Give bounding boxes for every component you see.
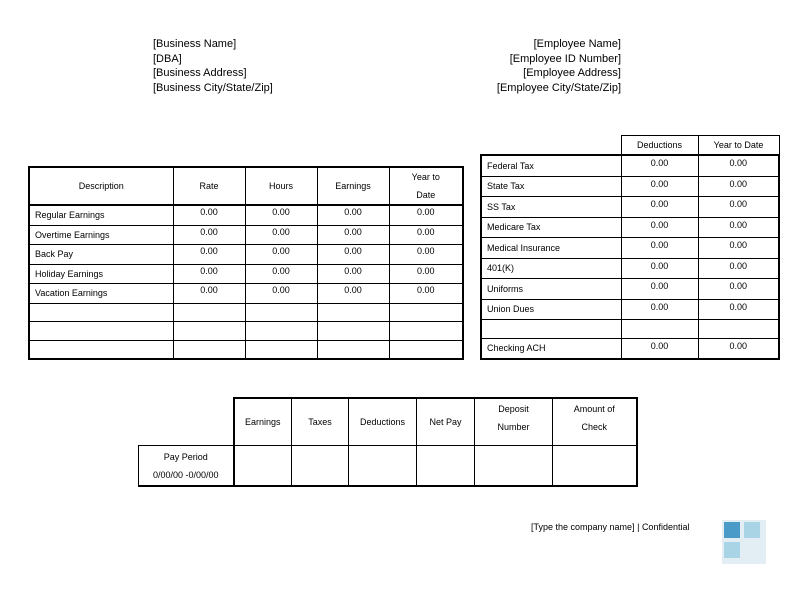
earning-description: Regular Earnings	[29, 205, 173, 225]
footer-separator: |	[637, 522, 640, 532]
earning-amount: 0.00	[317, 245, 389, 265]
deduction-ytd: 0.00	[698, 279, 779, 300]
empty-row	[29, 303, 463, 322]
deduction-label: State Tax	[481, 176, 621, 197]
table-row	[481, 258, 779, 279]
earnings-header-row	[29, 167, 463, 205]
earning-description: Vacation Earnings	[29, 284, 173, 304]
col-deductions: Deductions	[349, 398, 417, 446]
pay-period	[139, 446, 234, 487]
footer-company: [Type the company name]	[531, 522, 635, 532]
earning-description: Back Pay	[29, 245, 173, 265]
company-logo-icon	[722, 520, 766, 564]
employee-city-state-zip: [Employee City/State/Zip]	[496, 81, 621, 94]
employee-address: [Employee Address]	[523, 67, 621, 79]
footer	[531, 522, 689, 532]
business-dba: [DBA]	[153, 52, 182, 65]
table-row	[29, 225, 463, 245]
deduction-label: Medicare Tax	[481, 217, 621, 238]
deduction-amount: 0.00	[621, 217, 698, 238]
table-row	[29, 284, 463, 304]
col-description: Description	[29, 167, 173, 205]
earning-rate: 0.00	[173, 205, 245, 225]
deduction-ytd: 0.00	[698, 217, 779, 238]
earning-rate: 0.00	[173, 225, 245, 245]
table-row	[29, 264, 463, 284]
table-row	[481, 279, 779, 300]
deduction-ytd: 0.00	[698, 197, 779, 218]
logo-square	[744, 522, 760, 538]
earning-hours: 0.00	[245, 284, 317, 304]
earning-hours: 0.00	[245, 245, 317, 265]
col-year-to-date: Year to Date	[389, 167, 463, 205]
table-row	[29, 205, 463, 225]
summary-deductions-cell	[349, 446, 417, 487]
deduction-amount: 0.00	[621, 258, 698, 279]
deduction-label: 401(K)	[481, 258, 621, 279]
summary-deposit-cell	[475, 446, 553, 487]
earning-hours: 0.00	[245, 205, 317, 225]
business-address: [Business Address]	[153, 67, 247, 79]
summary-taxes-cell	[292, 446, 349, 487]
earning-hours: 0.00	[245, 225, 317, 245]
logo-square	[724, 522, 740, 538]
table-row	[481, 155, 779, 176]
earning-rate: 0.00	[173, 245, 245, 265]
table-row	[481, 217, 779, 238]
earning-amount: 0.00	[317, 264, 389, 284]
summary-header-row	[139, 398, 637, 446]
pay-period-label: Pay Period	[163, 451, 208, 462]
table-row	[481, 238, 779, 259]
deduction-ytd: 0.00	[698, 155, 779, 176]
earning-rate: 0.00	[173, 284, 245, 304]
deductions-table	[480, 135, 780, 360]
earning-amount: 0.00	[317, 205, 389, 225]
earning-description: Holiday Earnings	[29, 264, 173, 284]
deduction-ytd: 0.00	[698, 299, 779, 320]
earning-ytd: 0.00	[389, 264, 463, 284]
col-earnings: Earnings	[317, 167, 389, 205]
business-info	[153, 37, 273, 95]
earning-amount: 0.00	[317, 284, 389, 304]
deduction-ytd: 0.00	[698, 258, 779, 279]
employee-id-number: [Employee ID Number]	[509, 52, 621, 65]
col-earnings: Earnings	[234, 398, 292, 446]
logo-square	[744, 542, 760, 558]
col-deductions: Deductions	[621, 136, 698, 156]
earning-rate: 0.00	[173, 264, 245, 284]
table-row	[481, 176, 779, 197]
checking-label: Checking ACH	[481, 338, 621, 359]
table-row	[481, 197, 779, 218]
pay-period-value: 0/00/00 -0/00/00	[152, 469, 219, 480]
table-row	[481, 338, 779, 359]
deduction-label: SS Tax	[481, 197, 621, 218]
col-year-to-date: Year to Date	[698, 136, 779, 156]
col-net-pay: Net Pay	[417, 398, 475, 446]
col-rate: Rate	[173, 167, 245, 205]
footer-confidential: Confidential	[641, 522, 690, 532]
earning-ytd: 0.00	[389, 284, 463, 304]
checking-amount: 0.00	[621, 338, 698, 359]
deduction-amount: 0.00	[621, 238, 698, 259]
summary-earnings-cell	[234, 446, 292, 487]
employee-info	[497, 37, 621, 95]
table-row	[29, 245, 463, 265]
col-deposit-number: Deposit Number	[475, 398, 553, 446]
earning-ytd: 0.00	[389, 245, 463, 265]
earning-amount: 0.00	[317, 225, 389, 245]
deduction-amount: 0.00	[621, 279, 698, 300]
deduction-amount: 0.00	[621, 197, 698, 218]
deduction-label: Uniforms	[481, 279, 621, 300]
earnings-table	[28, 166, 464, 360]
summary-net-pay-cell	[417, 446, 475, 487]
logo-square	[724, 542, 740, 558]
deduction-amount: 0.00	[621, 155, 698, 176]
empty-row	[481, 320, 779, 339]
summary-row	[139, 446, 637, 487]
deduction-label: Union Dues	[481, 299, 621, 320]
pay-summary-table	[138, 397, 638, 487]
checking-ytd: 0.00	[698, 338, 779, 359]
earning-ytd: 0.00	[389, 205, 463, 225]
business-city-state-zip: [Business City/State/Zip]	[153, 81, 273, 94]
col-taxes: Taxes	[292, 398, 349, 446]
deduction-label: Federal Tax	[481, 155, 621, 176]
deduction-amount: 0.00	[621, 176, 698, 197]
deduction-ytd: 0.00	[698, 176, 779, 197]
table-row	[481, 299, 779, 320]
deductions-header-row	[481, 136, 779, 156]
deduction-amount: 0.00	[621, 299, 698, 320]
deduction-ytd: 0.00	[698, 238, 779, 259]
deduction-label: Medical Insurance	[481, 238, 621, 259]
col-amount-of-check: Amount of Check	[553, 398, 637, 446]
business-name: [Business Name]	[153, 38, 237, 50]
empty-row	[29, 322, 463, 341]
earning-hours: 0.00	[245, 264, 317, 284]
employee-name: [Employee Name]	[533, 38, 621, 50]
earning-ytd: 0.00	[389, 225, 463, 245]
earning-description: Overtime Earnings	[29, 225, 173, 245]
col-hours: Hours	[245, 167, 317, 205]
empty-row	[29, 340, 463, 359]
summary-amount-cell	[553, 446, 637, 487]
